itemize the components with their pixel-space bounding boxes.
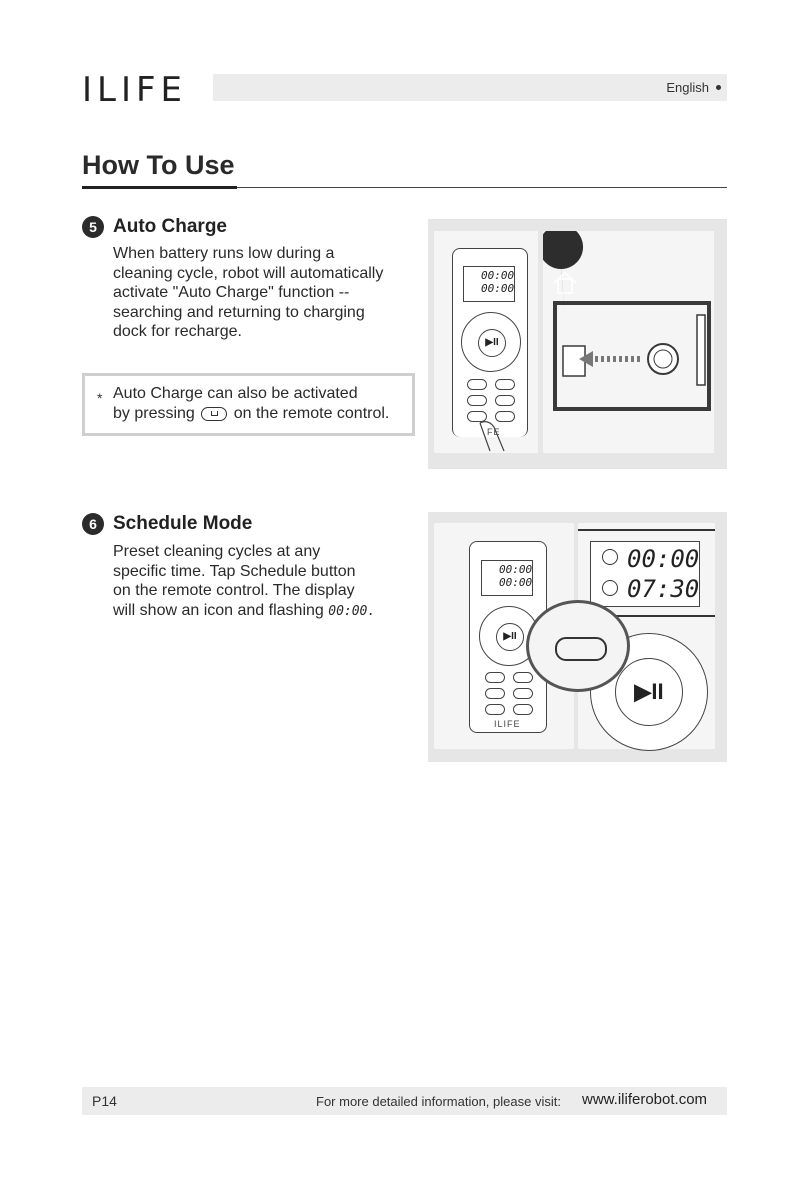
note-box: [82, 373, 415, 436]
lcd-time: 00:00: [481, 269, 515, 282]
note-line: [113, 404, 413, 424]
lcd-time-large: 00:00: [627, 545, 700, 573]
note-line-start: by pressing: [113, 405, 195, 422]
home-button-icon: [201, 407, 227, 421]
section-body-schedule-mode: [113, 542, 413, 621]
play-pause-icon: ▶II: [496, 623, 524, 651]
language-label[interactable]: English: [666, 80, 709, 95]
section-title-schedule-mode: Schedule Mode: [113, 513, 253, 534]
remote-brand: ILIFE: [494, 719, 521, 729]
play-pause-icon: ▶II: [478, 329, 506, 357]
body-line: Preset cleaning cycles at any: [113, 543, 321, 560]
dock-pane: [543, 231, 714, 453]
body-line: dock for recharge.: [113, 323, 242, 340]
note-asterisk: *: [97, 390, 103, 406]
finger-icon: [474, 421, 524, 453]
body-line: activate "Auto Charge" function --: [113, 284, 350, 301]
d-pad: [461, 312, 521, 372]
body-line: searching and returning to charging: [113, 303, 365, 321]
lcd-frame-top: [578, 529, 715, 531]
title-underline: [82, 186, 237, 189]
lcd-time: 00:00: [499, 563, 533, 576]
schedule-button-icon: [467, 379, 487, 390]
schedule-button-icon: [555, 637, 607, 661]
footer-bar: [82, 1087, 727, 1115]
page-title: How To Use: [82, 150, 235, 180]
power-button-icon: [485, 688, 505, 699]
note-line: Auto Charge can also be activated: [113, 385, 358, 402]
fan-button-icon: [495, 395, 515, 406]
home-button-icon: [485, 704, 505, 715]
auto-charge-illustration: [428, 219, 727, 469]
schedule-icon: [602, 549, 618, 565]
body-line-text: will show an icon and flashing: [113, 601, 324, 619]
spot-button-icon: [495, 379, 515, 390]
flashing-time-glyph: 00:00.: [328, 603, 376, 619]
section-body-auto-charge: [113, 244, 423, 342]
fan-button-icon: [513, 688, 533, 699]
spot-button-icon: [513, 672, 533, 683]
remote-control: [452, 248, 528, 437]
language-bar: [213, 74, 727, 101]
play-pause-icon: ▶II: [615, 658, 683, 726]
section-number-badge: 6: [82, 513, 104, 535]
remote-lcd: [463, 266, 515, 302]
footer-info: For more detailed information, please visit:: [316, 1094, 561, 1109]
body-line: When battery runs low during a: [113, 245, 335, 262]
page-number: P14: [92, 1093, 117, 1109]
remote-brand: FE: [487, 427, 501, 437]
schedule-button-icon: [485, 672, 505, 683]
ilife-logo: ILIFE: [82, 70, 188, 110]
body-line: on the remote control. The display: [113, 582, 355, 599]
lcd-time-large: 07:30: [627, 575, 700, 603]
note-line-end: on the remote control.: [233, 405, 390, 422]
section-number-badge: 5: [82, 216, 104, 238]
note-text: [113, 384, 413, 424]
schedule-illustration: [428, 512, 727, 762]
footer-url-link[interactable]: www.iliferobot.com: [582, 1091, 708, 1108]
body-line: specific time. Tap Schedule button: [113, 562, 356, 580]
remote-pane: [434, 231, 538, 453]
lcd-time: 00:00: [499, 576, 533, 589]
edge-button-icon: [513, 704, 533, 715]
clock-icon: [602, 580, 618, 596]
body-line: cleaning cycle, robot will automatically: [113, 264, 384, 282]
remote-lcd: [481, 560, 533, 596]
section-title-auto-charge: Auto Charge: [113, 216, 227, 237]
lcd-time: 00:00: [481, 282, 515, 295]
zoom-callout: [526, 600, 630, 692]
language-dot-icon: [716, 85, 721, 90]
power-button-icon: [467, 395, 487, 406]
room-diagram: [543, 231, 714, 453]
body-line: [113, 601, 413, 622]
